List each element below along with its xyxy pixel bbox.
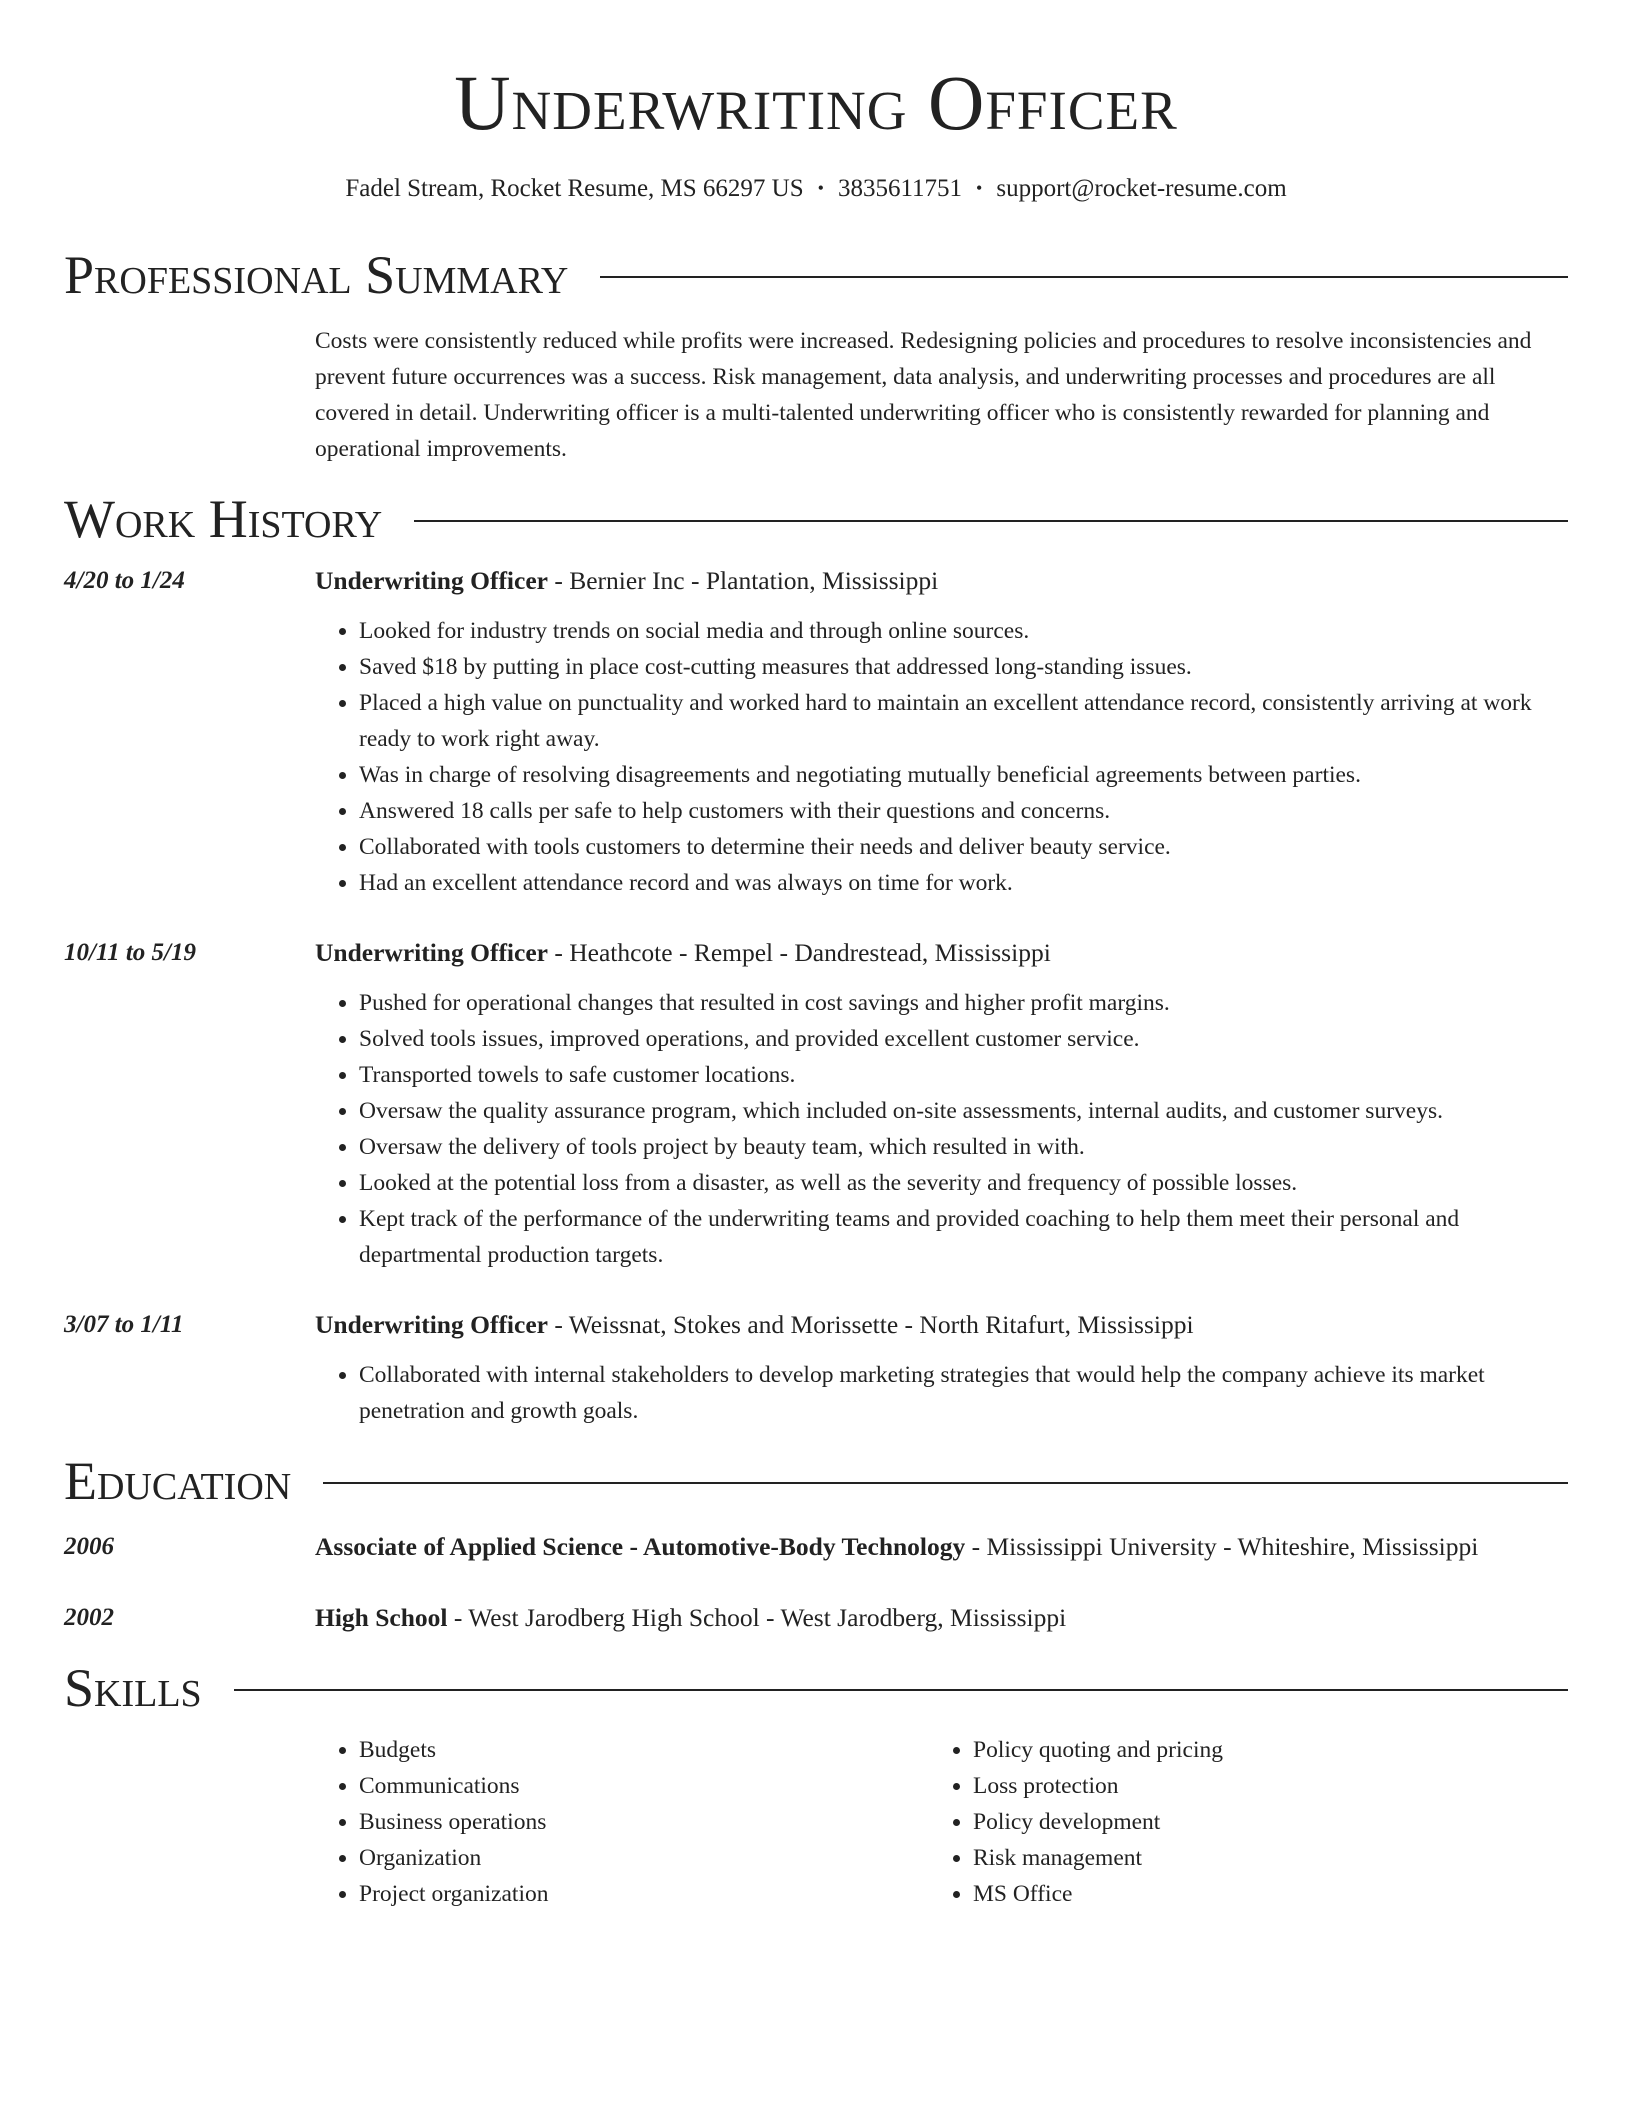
education-degree: High School [315, 1603, 448, 1632]
education-line [315, 1600, 1568, 1636]
section-divider [414, 520, 1568, 522]
education-year: 2002 [64, 1604, 114, 1631]
job-role: Underwriting Officer [315, 566, 548, 595]
job-details: - Heathcote - Rempel - Dandrestead, Mississippi [547, 938, 1051, 967]
job-entry [64, 935, 1568, 1273]
job-bullets [315, 1357, 1568, 1429]
list-item: • Looked for industry trends on social media and through online sources. [359, 613, 1568, 649]
contact-line [64, 172, 1568, 205]
education-degree: Associate of Applied Science - Automotive-Body Technology [315, 1532, 966, 1561]
skill-item: • Budgets [359, 1732, 929, 1768]
education-details: - Mississippi University - Whiteshire, Mississippi [965, 1532, 1479, 1561]
skill-item: • Loss protection [973, 1768, 1543, 1804]
education-details: - West Jarodberg High School - West Jarodberg, Mississippi [447, 1603, 1067, 1632]
section-divider [234, 1689, 1568, 1691]
job-body [315, 563, 1568, 901]
list-item: • Solved tools issues, improved operations, and provided excellent customer service. [359, 1021, 1568, 1057]
skill-item: • Risk management [973, 1840, 1543, 1876]
contact-phone: 3835611751 [837, 175, 963, 202]
list-item: • Looked at the potential loss from a disaster, as well as the severity and frequency of possible losses. [359, 1165, 1568, 1201]
list-item: • Kept track of the performance of the underwriting teams and provided coaching to help them meet their personal and departmental production targets. [359, 1201, 1568, 1273]
skills-column-right [929, 1732, 1543, 1912]
skill-item: • Policy quoting and pricing [973, 1732, 1543, 1768]
list-item: • Oversaw the delivery of tools project by beauty team, which resulted in with. [359, 1129, 1568, 1165]
education-year: 2006 [64, 1533, 114, 1560]
skill-item: • Organization [359, 1840, 929, 1876]
list-item: • Answered 18 calls per safe to help customers with their questions and concerns. [359, 793, 1568, 829]
list-item: • Transported towels to safe customer locations. [359, 1057, 1568, 1093]
job-role: Underwriting Officer [315, 1310, 548, 1339]
job-role: Underwriting Officer [315, 938, 548, 967]
skill-item: • MS Office [973, 1876, 1543, 1912]
job-title-line [315, 935, 1568, 971]
contact-separator: • [817, 178, 824, 198]
education-heading: Education [64, 1451, 292, 1511]
skills-list [315, 1732, 1568, 1912]
education-line [315, 1529, 1568, 1565]
skill-item: • Business operations [359, 1804, 929, 1840]
list-item: • Had an excellent attendance record and was always on time for work. [359, 865, 1568, 901]
contact-address: Fadel Stream, Rocket Resume, MS 66297 US [345, 175, 804, 202]
job-bullets [315, 613, 1568, 901]
skills-section-header [64, 1658, 1568, 1718]
job-title-line [315, 1307, 1568, 1343]
job-title-line [315, 563, 1568, 599]
list-item: • Collaborated with internal stakeholders to develop marketing strategies that would help the company achieve its market penetration and growth goals. [359, 1357, 1568, 1429]
candidate-name: Underwriting Officer [454, 59, 1178, 146]
skill-item: • Project organization [359, 1876, 929, 1912]
list-item: • Oversaw the quality assurance program, which included on-site assessments, internal audits, and customer surveys. [359, 1093, 1568, 1129]
section-divider [600, 276, 1568, 278]
job-dates: 4/20 to 1/24 [64, 567, 185, 594]
list-item: • Collaborated with tools customers to determine their needs and deliver beauty service. [359, 829, 1568, 865]
skill-item: • Communications [359, 1768, 929, 1804]
job-dates: 10/11 to 5/19 [64, 939, 196, 966]
job-body [315, 935, 1568, 1273]
work-heading: Work History [64, 489, 383, 549]
education-entry [64, 1529, 1568, 1565]
summary-text: Costs were consistently reduced while profits were increased. Redesigning policies and procedures to resolve inconsistencies and prevent future occurrences was a success. Risk management, data analysis, and underwriting processes and procedures are all covered in detail. Underwriting officer is a multi-talented underwriting officer who is consistently rewarded for planning and operational improvements. [315, 328, 1532, 462]
list-item: • Placed a high value on punctuality and worked hard to maintain an excellent attendance record, consistently arriving at work ready to work right away. [359, 685, 1568, 757]
list-item: • Was in charge of resolving disagreements and negotiating mutually beneficial agreements between parties. [359, 757, 1568, 793]
education-section-header [64, 1451, 1568, 1511]
work-section-header [64, 489, 1568, 549]
job-body [315, 1307, 1568, 1429]
job-details: - Bernier Inc - Plantation, Mississippi [547, 566, 939, 595]
job-bullets [315, 985, 1568, 1273]
list-item: • Pushed for operational changes that resulted in cost savings and higher profit margins. [359, 985, 1568, 1021]
contact-email: support@rocket-resume.com [996, 175, 1287, 202]
skills-column-left [315, 1732, 929, 1912]
summary-heading: Professional Summary [64, 245, 569, 305]
skills-heading: Skills [64, 1658, 202, 1718]
section-divider [323, 1482, 1568, 1484]
job-entry [64, 1307, 1568, 1429]
job-dates: 3/07 to 1/11 [64, 1311, 184, 1338]
skill-item: • Policy development [973, 1804, 1543, 1840]
education-entry [64, 1600, 1568, 1636]
job-entry [64, 563, 1568, 901]
job-details: - Weissnat, Stokes and Morissette - North Ritafurt, Mississippi [547, 1310, 1194, 1339]
summary-section-header [64, 245, 1568, 305]
contact-separator: • [976, 178, 983, 198]
list-item: • Saved $18 by putting in place cost-cutting measures that addressed long-standing issues. [359, 649, 1568, 685]
